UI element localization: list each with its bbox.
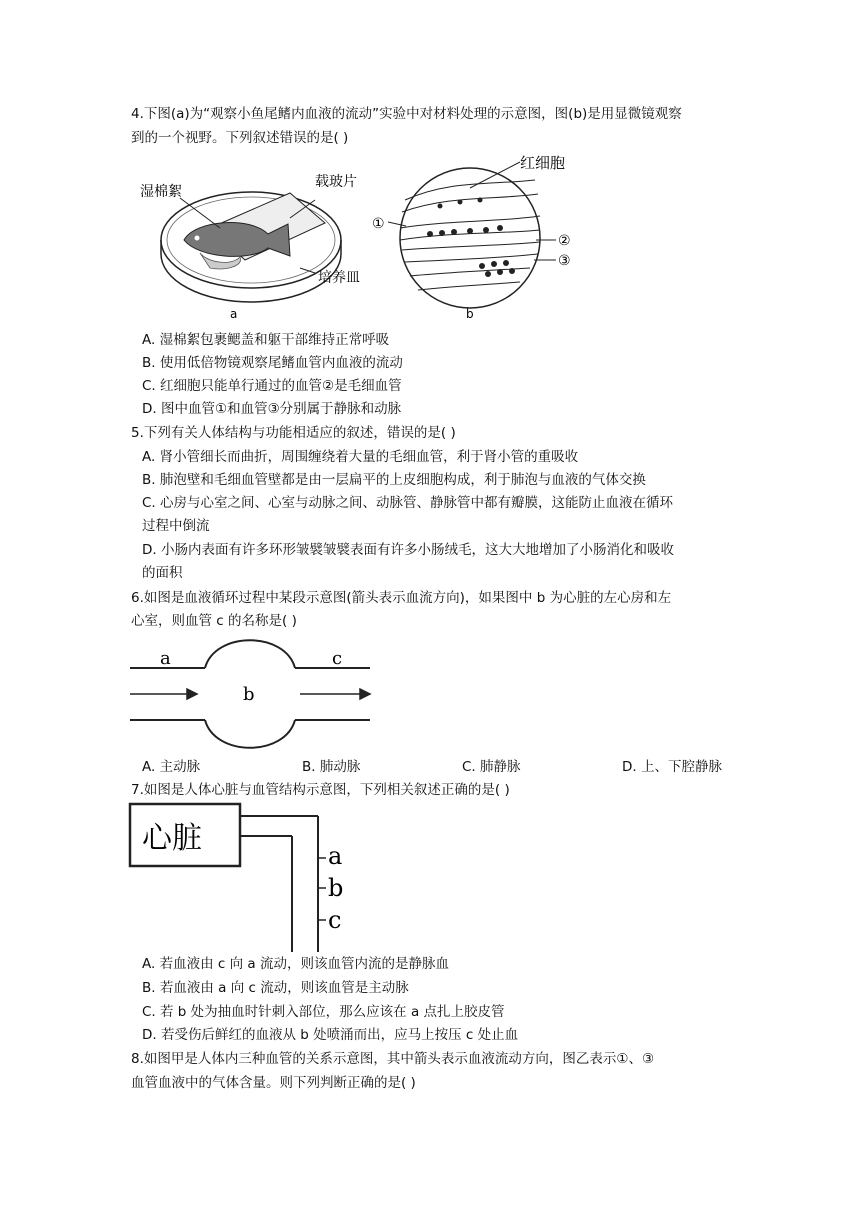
q7-option-d: D. 若受伤后鲜红的血液从 b 处喷涌而出，应马上按压 c 处止血 [142,1027,519,1043]
q4-stem-line1: 4.下图(a)为“观察小鱼尾鳍内血液的流动”实验中对材料处理的示意图，图(b)是用显微镜观察 [131,106,682,122]
q4-label-1: ① [372,216,385,232]
q7-label-heart: 心脏 [142,821,202,856]
q4-label-rbc: 红细胞 [520,154,566,172]
q5-option-d: D. 小肠内表面有许多环形皱襞皱襞表面有许多小肠绒毛，这大大地增加了小肠消化和吸收 [142,542,674,558]
q7-label-a: a [328,842,343,870]
q4-label-2: ② [558,233,571,249]
q8-stem-line2: 血管血液中的气体含量。则下列判断正确的是( ) [131,1075,416,1091]
q6-stem-line2: 心室，则血管 c 的名称是( ) [131,613,297,629]
q4-label-cotton: 湿棉絮 [140,184,182,200]
q4-label-dish: 培养皿 [318,270,360,286]
q6-option-d: D. 上、下腔静脉 [622,759,722,775]
q6-stem-line1: 6.如图是血液循环过程中某段示意图(箭头表示血流方向)，如果图中 b 为心脏的左心房和左 [131,590,672,606]
q5-option-c: C. 心房与心室之间、心室与动脉之间、动脉管、静脉管中都有瓣膜，这能防止血液在循环 [142,495,674,511]
q5-option-a: A. 肾小管细长而曲折，周围缠绕着大量的毛细血管，利于肾小管的重吸收 [142,449,579,465]
q4-stem-line2: 到的一个视野。下列叙述错误的是( ) [131,130,349,146]
q4-label-3: ③ [558,253,571,269]
q6-figure [125,636,375,756]
q5-stem: 5.下列有关人体结构与功能相适应的叙述，错误的是( ) [131,425,456,441]
q4-option-b: B. 使用低倍物镜观察尾鳍血管内血液的流动 [142,355,403,371]
q7-option-a: A. 若血液由 c 向 a 流动，则该血管内流的是静脉血 [142,956,449,972]
q4-option-a: A. 湿棉絮包裹鳃盖和躯干部维持正常呼吸 [142,332,390,348]
q6-option-a: A. 主动脉 [142,759,201,775]
q6-label-b: b [243,684,255,705]
q4-label-slide: 载玻片 [315,174,357,190]
q5-option-d-cont: 的面积 [142,565,183,581]
q8-stem-line1: 8.如图甲是人体内三种血管的关系示意图，其中箭头表示血液流动方向，图乙表示①、③ [131,1051,655,1067]
q4-caption-a: a [230,307,238,321]
q6-option-b: B. 肺动脉 [302,759,361,775]
q7-label-c: c [328,906,342,934]
q7-stem: 7.如图是人体心脏与血管结构示意图，下列相关叙述正确的是( ) [131,782,510,798]
q7-option-c: C. 若 b 处为抽血时针刺入部位，那么应该在 a 点扎上胶皮管 [142,1004,505,1020]
q4-option-d: D. 图中血管①和血管③分别属于静脉和动脉 [142,401,402,417]
q5-option-b: B. 肺泡壁和毛细血管壁都是由一层扁平的上皮细胞构成，利于肺泡与血液的气体交换 [142,472,646,488]
q5-option-c-cont: 过程中倒流 [142,518,210,534]
q6-label-a: a [160,648,171,669]
q7-option-b: B. 若血液由 a 向 c 流动，则该血管是主动脉 [142,980,409,996]
q4-figure-a [140,158,370,323]
q7-figure [128,802,358,954]
q6-option-c: C. 肺静脉 [462,759,521,775]
q4-figure-b [370,150,600,325]
q6-label-c: c [332,648,343,669]
q7-label-b: b [328,874,344,902]
q4-option-c: C. 红细胞只能单行通过的血管②是毛细血管 [142,378,402,394]
q4-caption-b: b [466,307,474,321]
